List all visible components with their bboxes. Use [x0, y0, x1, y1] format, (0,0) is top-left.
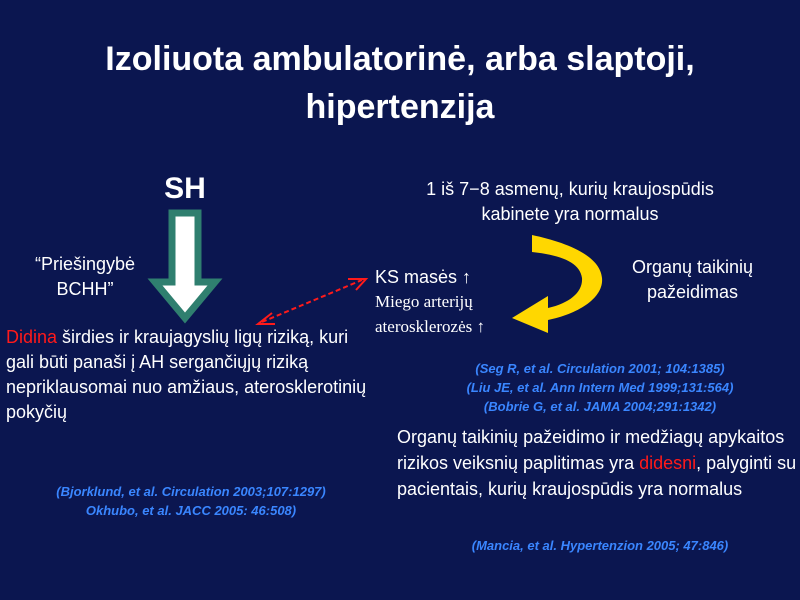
right-citation-2: (Liu JE, et al. Ann Intern Med 1999;131:564)	[466, 380, 734, 395]
right-citation-3: (Bobrie G, et al. JAMA 2004;291:1342)	[483, 399, 717, 414]
right-body-text	[397, 424, 797, 502]
organ-line1: Organų taikinių	[631, 257, 754, 277]
ks-title: KS masės ↑	[375, 267, 472, 287]
right-body-post: , palyginti su pacientais, kurių kraujospūdis yra normalus	[397, 453, 797, 499]
left-citations	[10, 482, 372, 520]
right-body-pre: Organų taikinių pažeidimo ir medžiagų apykaitos rizikos veiksnių paplitimas yra	[397, 427, 785, 473]
right-citation-1: (Seg R, et al. Circulation 2001; 104:1385)	[475, 361, 725, 376]
organ-line2: pažeidimas	[646, 282, 739, 302]
left-body-rest: širdies ir kraujagyslių ligų riziką, kuri gali būti panaši į AH sergančiųjų riziką nepriklausomai nuo amžiaus, aterosklerotinių pokyčių	[6, 327, 367, 422]
quote-line2: BCHH”	[56, 279, 114, 299]
quote-block	[10, 252, 160, 302]
organ-damage-label	[605, 255, 780, 305]
down-arrow-icon	[155, 213, 215, 318]
left-body-text	[6, 325, 368, 445]
ks-block	[375, 265, 525, 339]
curved-arrow-icon	[512, 235, 602, 333]
right-citations	[400, 359, 800, 416]
bottom-citation: (Mancia, et al. Hypertenzion 2005; 47:846)	[471, 538, 729, 553]
left-body-highlight: Didina	[6, 327, 58, 347]
sh-label: SH	[164, 172, 206, 205]
right-body-highlight: didesni	[639, 453, 697, 473]
ks-line3: aterosklerozės ↑	[375, 317, 485, 336]
left-citation-2: Okhubo, et al. JACC 2005: 46:508)	[85, 503, 297, 518]
quote-line1: “Priešingybė	[34, 254, 136, 274]
top-right-line2: kabinete yra normalus	[481, 204, 659, 224]
double-arrow-icon	[258, 279, 366, 324]
left-citation-1: (Bjorklund, et al. Circulation 2003;107:1297)	[56, 484, 326, 499]
slide-title-line2: hipertenzija	[305, 88, 495, 126]
top-right-text	[380, 177, 760, 227]
top-right-line1: 1 iš 7−8 asmenų, kurių kraujospūdis	[426, 179, 714, 199]
slide-title-line1: Izoliuota ambulatorinė, arba slaptoji,	[105, 40, 695, 78]
ks-line2: Miego arterijų	[375, 292, 473, 311]
